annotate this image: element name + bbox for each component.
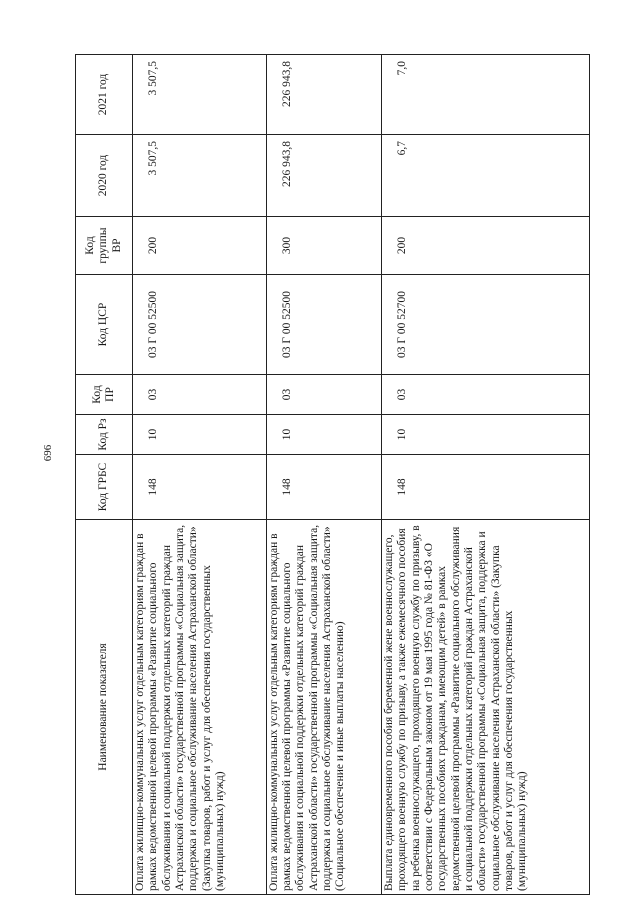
cell-pr: 03 [133,375,267,415]
cell-2021: 226 943,8 [266,55,381,135]
table-row [382,55,590,895]
table-row [133,55,267,895]
cell-grbs: 148 [382,455,590,520]
header-2020: 2020 год [76,135,133,217]
cell-rz: 10 [133,415,267,455]
rotated-table-container [75,55,590,895]
cell-2020: 3 507,5 [133,135,267,217]
cell-vr: 300 [266,217,381,275]
table-row [266,55,381,895]
cell-name: Оплата жилищно-коммунальных услуг отдельным категориям граждан в рамках ведомственной целевой программы «Развитие социального обслуживания и социальной поддержки отдельных категорий граждан Астраханской области» государственной программы «Социальная защита, поддержка и социальное обслуживание населения Астраханской области» (Закупка товаров, работ и услуг для обеспечения государственных (муниципальных) нужд) [133,520,267,895]
rotated-table-area [75,55,590,895]
budget-table [75,54,590,895]
cell-vr: 200 [133,217,267,275]
table-header-row [76,55,133,895]
cell-grbs: 148 [133,455,267,520]
page-number: 696 [42,444,54,462]
cell-2020: 6,7 [382,135,590,217]
cell-grbs: 148 [266,455,381,520]
cell-pr: 03 [382,375,590,415]
header-2021: 2021 год [76,55,133,135]
cell-rz: 10 [382,415,590,455]
cell-vr: 200 [382,217,590,275]
header-csr: Код ЦСР [76,275,133,375]
header-vr: Код группы ВР [76,217,133,275]
cell-name: Оплата жилищно-коммунальных услуг отдельным категориям граждан в рамках ведомственной целевой программы «Развитие социального обслуживания и социальной поддержки отдельных категорий граждан Астраханской области» государственной программы «Социальная защита, поддержка и социальное обслуживание населения Астраханской области» (Социальное обеспечение и иные выплаты населению) [266,520,381,895]
cell-pr: 03 [266,375,381,415]
header-rz: Код Рз [76,415,133,455]
cell-2021: 7,0 [382,55,590,135]
cell-csr: 03 Г 00 52500 [266,275,381,375]
cell-csr: 03 Г 00 52500 [133,275,267,375]
header-grbs: Код ГРБС [76,455,133,520]
cell-name: Выплата единовременного пособия беременной жене военнослужащего, проходящего военную службу по призыву, а также ежемесячного пособия на ребенка военнослужащего, проходящего военную службу по призыву, в соответствии с Федеральным законом от 19 мая 1995 года № 81-ФЗ «О государственных пособиях гражданам, имеющим детей» в рамках ведомственной целевой программы «Развитие социального обслуживания и социальной поддержки отдельных категорий граждан Астраханской области» государственной программы «Социальная защита, поддержка и социальное обслуживание населения Астраханской области» (Закупка товаров, работ и услуг для обеспечения государственных (муниципальных) нужд) [382,520,590,895]
header-pr: Код ПР [76,375,133,415]
cell-2020: 226 943,8 [266,135,381,217]
cell-2021: 3 507,5 [133,55,267,135]
header-name: Наименование показателя [76,520,133,895]
cell-rz: 10 [266,415,381,455]
cell-csr: 03 Г 00 52700 [382,275,590,375]
